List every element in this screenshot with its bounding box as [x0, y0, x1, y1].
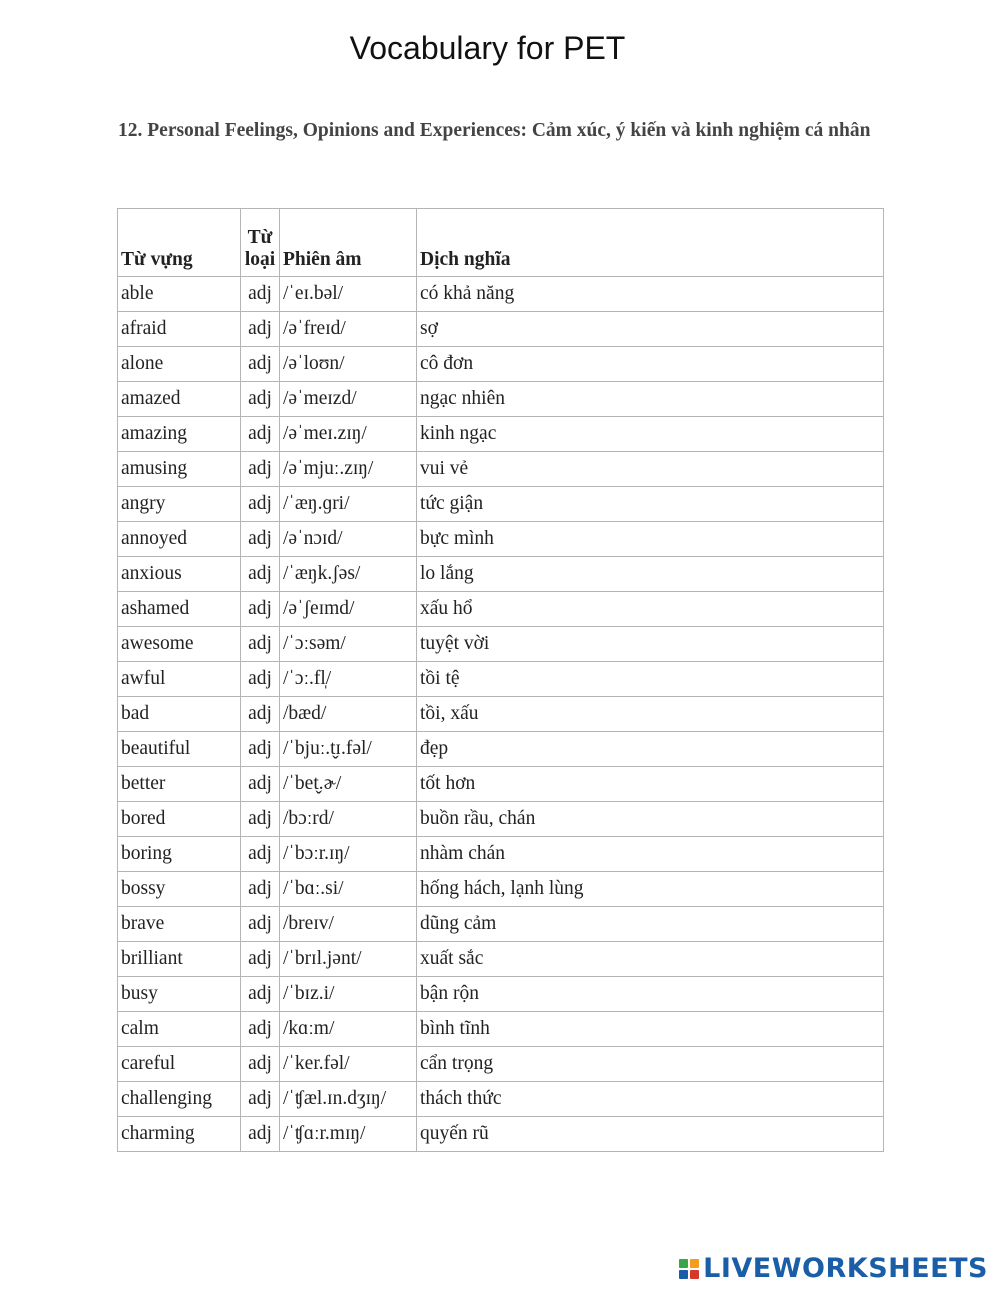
- brand-text: LIVEWORKSHEETS: [703, 1253, 988, 1284]
- phonetic-cell: /ˈɔː.fl̩/: [280, 662, 417, 697]
- part-of-speech-cell: adj: [241, 1117, 280, 1152]
- table-row: [118, 1047, 884, 1082]
- phonetic-cell: /ˈɔːsəm/: [280, 627, 417, 662]
- phonetic-cell: /ˈæŋ.ɡri/: [280, 487, 417, 522]
- part-of-speech-cell: adj: [241, 627, 280, 662]
- section-heading: 12. Personal Feelings, Opinions and Experiences: Cảm xúc, ý kiến và kinh nghiệm cá nhân: [118, 120, 871, 141]
- part-of-speech-cell: adj: [241, 907, 280, 942]
- table-header-row: [118, 209, 884, 277]
- logo-square-red: [690, 1270, 699, 1279]
- part-of-speech-cell: adj: [241, 697, 280, 732]
- phonetic-cell: /ˈeɪ.bəl/: [280, 277, 417, 312]
- phonetic-cell: /ˈbjuː.t̬ɪ.fəl/: [280, 732, 417, 767]
- meaning-cell: tồi, xấu: [417, 697, 884, 732]
- header-part-of-speech: [241, 209, 280, 277]
- meaning-cell: nhàm chán: [417, 837, 884, 872]
- word-cell: angry: [118, 487, 241, 522]
- table-row: [118, 417, 884, 452]
- table-row: [118, 592, 884, 627]
- meaning-cell: tồi tệ: [417, 662, 884, 697]
- word-cell: brilliant: [118, 942, 241, 977]
- word-cell: annoyed: [118, 522, 241, 557]
- part-of-speech-cell: adj: [241, 1012, 280, 1047]
- part-of-speech-cell: adj: [241, 417, 280, 452]
- phonetic-cell: /əˈmeɪzd/: [280, 382, 417, 417]
- table-row: [118, 347, 884, 382]
- word-cell: bossy: [118, 872, 241, 907]
- part-of-speech-cell: adj: [241, 942, 280, 977]
- meaning-cell: tốt hơn: [417, 767, 884, 802]
- phonetic-cell: /bæd/: [280, 697, 417, 732]
- word-cell: careful: [118, 1047, 241, 1082]
- phonetic-cell: /ˈbɪz.i/: [280, 977, 417, 1012]
- word-cell: brave: [118, 907, 241, 942]
- table-row: [118, 837, 884, 872]
- vocabulary-table: [117, 208, 884, 1152]
- phonetic-cell: /kɑːm/: [280, 1012, 417, 1047]
- meaning-cell: kinh ngạc: [417, 417, 884, 452]
- word-cell: ashamed: [118, 592, 241, 627]
- phonetic-cell: /ˈæŋk.ʃəs/: [280, 557, 417, 592]
- part-of-speech-cell: adj: [241, 452, 280, 487]
- table-row: [118, 767, 884, 802]
- table-row: [118, 907, 884, 942]
- word-cell: challenging: [118, 1082, 241, 1117]
- word-cell: beautiful: [118, 732, 241, 767]
- header-meaning: Dịch nghĩa: [417, 209, 884, 277]
- meaning-cell: vui vẻ: [417, 452, 884, 487]
- meaning-cell: hống hách, lạnh lùng: [417, 872, 884, 907]
- word-cell: afraid: [118, 312, 241, 347]
- meaning-cell: thách thức: [417, 1082, 884, 1117]
- meaning-cell: buồn rầu, chán: [417, 802, 884, 837]
- logo-square-blue: [679, 1270, 688, 1279]
- meaning-cell: bực mình: [417, 522, 884, 557]
- phonetic-cell: /əˈʃeɪmd/: [280, 592, 417, 627]
- word-cell: alone: [118, 347, 241, 382]
- liveworksheets-logo-icon: [679, 1259, 699, 1279]
- phonetic-cell: /bɔːrd/: [280, 802, 417, 837]
- page-title: Vocabulary for PET: [349, 30, 626, 66]
- meaning-cell: sợ: [417, 312, 884, 347]
- meaning-cell: xuất sắc: [417, 942, 884, 977]
- table-row: [118, 522, 884, 557]
- word-cell: anxious: [118, 557, 241, 592]
- logo-square-green: [679, 1259, 688, 1268]
- table-row: [118, 697, 884, 732]
- part-of-speech-cell: adj: [241, 277, 280, 312]
- header-word: Từ vựng: [118, 209, 241, 277]
- word-cell: bored: [118, 802, 241, 837]
- phonetic-cell: /ˈbrɪl.jənt/: [280, 942, 417, 977]
- logo-square-orange: [690, 1259, 699, 1268]
- meaning-cell: bận rộn: [417, 977, 884, 1012]
- meaning-cell: xấu hổ: [417, 592, 884, 627]
- word-cell: amusing: [118, 452, 241, 487]
- table-row: [118, 277, 884, 312]
- part-of-speech-cell: adj: [241, 487, 280, 522]
- part-of-speech-cell: adj: [241, 732, 280, 767]
- word-cell: better: [118, 767, 241, 802]
- phonetic-cell: /əˈloʊn/: [280, 347, 417, 382]
- header-pos-line1: Từ: [247, 227, 273, 248]
- phonetic-cell: /ˈʧɑːr.mɪŋ/: [280, 1117, 417, 1152]
- meaning-cell: tuyệt vời: [417, 627, 884, 662]
- part-of-speech-cell: adj: [241, 312, 280, 347]
- table-row: [118, 1117, 884, 1152]
- table-row: [118, 662, 884, 697]
- part-of-speech-cell: adj: [241, 1082, 280, 1117]
- header-pos-line2: loại: [244, 249, 276, 270]
- meaning-cell: bình tĩnh: [417, 1012, 884, 1047]
- part-of-speech-cell: adj: [241, 347, 280, 382]
- phonetic-cell: /əˈnɔɪd/: [280, 522, 417, 557]
- part-of-speech-cell: adj: [241, 382, 280, 417]
- word-cell: calm: [118, 1012, 241, 1047]
- phonetic-cell: /əˈfreɪd/: [280, 312, 417, 347]
- word-cell: able: [118, 277, 241, 312]
- meaning-cell: có khả năng: [417, 277, 884, 312]
- part-of-speech-cell: adj: [241, 522, 280, 557]
- phonetic-cell: /ˈker.fəl/: [280, 1047, 417, 1082]
- word-cell: amazed: [118, 382, 241, 417]
- word-cell: boring: [118, 837, 241, 872]
- table-row: [118, 977, 884, 1012]
- table-row: [118, 802, 884, 837]
- part-of-speech-cell: adj: [241, 872, 280, 907]
- part-of-speech-cell: adj: [241, 767, 280, 802]
- word-cell: charming: [118, 1117, 241, 1152]
- meaning-cell: cẩn trọng: [417, 1047, 884, 1082]
- phonetic-cell: /ˈbet̬.ɚ/: [280, 767, 417, 802]
- table-row: [118, 452, 884, 487]
- part-of-speech-cell: adj: [241, 662, 280, 697]
- part-of-speech-cell: adj: [241, 837, 280, 872]
- meaning-cell: lo lắng: [417, 557, 884, 592]
- meaning-cell: dũng cảm: [417, 907, 884, 942]
- phonetic-cell: /breɪv/: [280, 907, 417, 942]
- table-row: [118, 627, 884, 662]
- phonetic-cell: /ˈʧæl.ɪn.dʒɪŋ/: [280, 1082, 417, 1117]
- liveworksheets-brand: [679, 1253, 988, 1284]
- part-of-speech-cell: adj: [241, 977, 280, 1012]
- table-row: [118, 487, 884, 522]
- part-of-speech-cell: adj: [241, 557, 280, 592]
- meaning-cell: đẹp: [417, 732, 884, 767]
- phonetic-cell: /ˈbɔːr.ɪŋ/: [280, 837, 417, 872]
- table-row: [118, 382, 884, 417]
- meaning-cell: ngạc nhiên: [417, 382, 884, 417]
- meaning-cell: cô đơn: [417, 347, 884, 382]
- word-cell: awful: [118, 662, 241, 697]
- meaning-cell: quyến rũ: [417, 1117, 884, 1152]
- table-row: [118, 1012, 884, 1047]
- table-row: [118, 557, 884, 592]
- phonetic-cell: /əˈmeɪ.zɪŋ/: [280, 417, 417, 452]
- part-of-speech-cell: adj: [241, 1047, 280, 1082]
- word-cell: awesome: [118, 627, 241, 662]
- meaning-cell: tức giận: [417, 487, 884, 522]
- part-of-speech-cell: adj: [241, 592, 280, 627]
- word-cell: bad: [118, 697, 241, 732]
- part-of-speech-cell: adj: [241, 802, 280, 837]
- table-row: [118, 872, 884, 907]
- table-row: [118, 732, 884, 767]
- phonetic-cell: /ˈbɑː.si/: [280, 872, 417, 907]
- word-cell: amazing: [118, 417, 241, 452]
- table-row: [118, 312, 884, 347]
- phonetic-cell: /əˈmjuː.zɪŋ/: [280, 452, 417, 487]
- table-row: [118, 942, 884, 977]
- word-cell: busy: [118, 977, 241, 1012]
- table-row: [118, 1082, 884, 1117]
- header-phonetic: Phiên âm: [280, 209, 417, 277]
